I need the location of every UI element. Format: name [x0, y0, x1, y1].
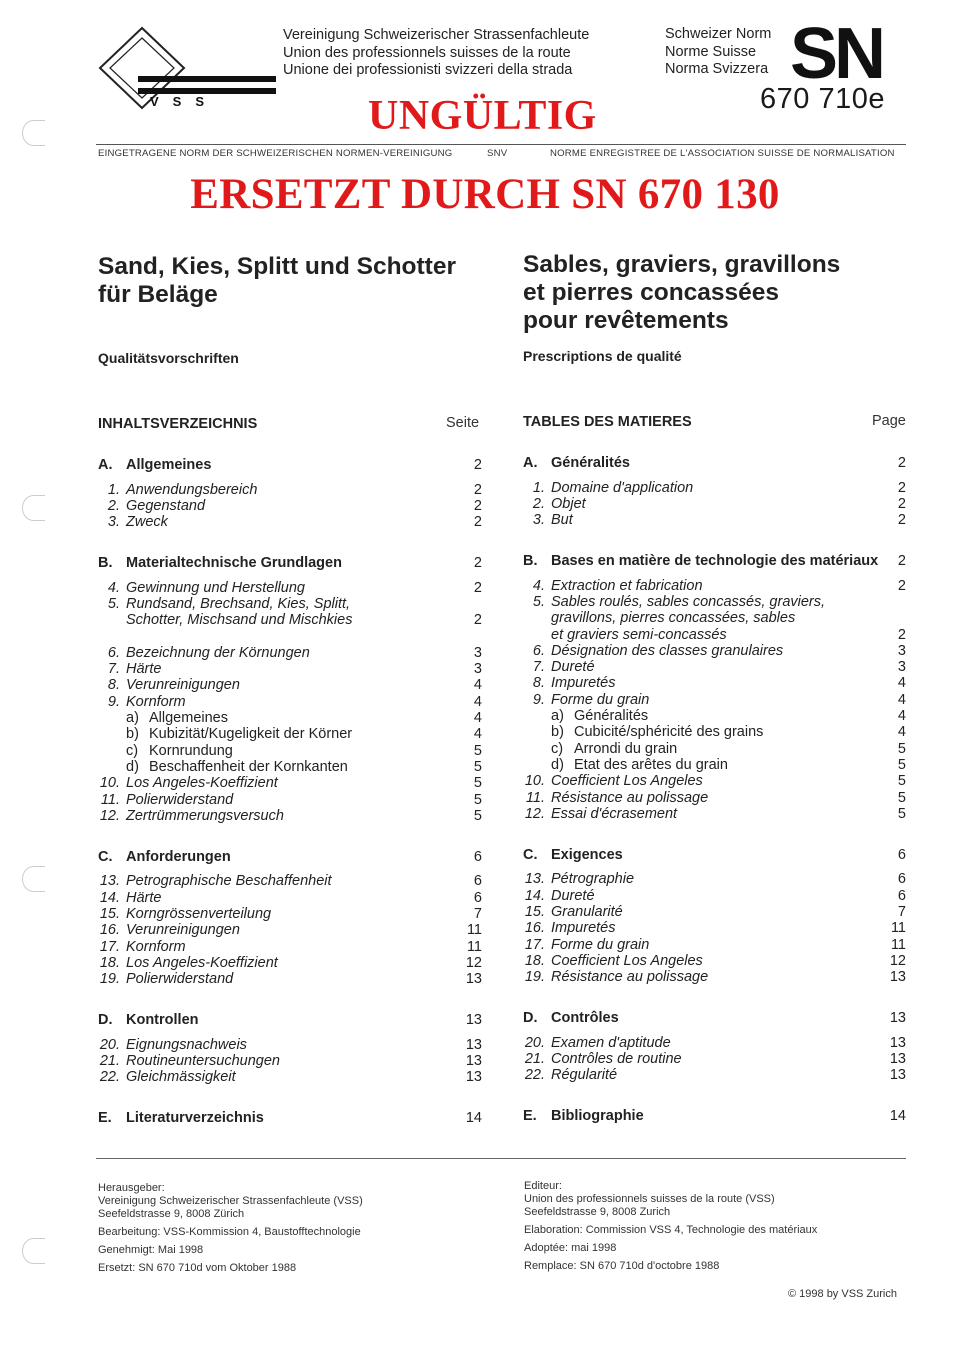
toc-subitem-title: Etat des arêtes du grain: [574, 756, 728, 773]
toc-item-title: Härte: [126, 661, 162, 678]
org-line-fr: Union des professionnels suisses de la route: [283, 44, 571, 61]
toc-page-number: 4: [473, 677, 482, 694]
toc-item-title: Routineuntersuchungen: [126, 1052, 280, 1069]
footer-fr-line: Union des professionnels suisses de la route (VSS): [524, 1193, 775, 1205]
toc-item-number: 11.: [525, 789, 545, 806]
toc-item-number: 2.: [532, 495, 545, 512]
toc-page-number: 4: [897, 675, 906, 692]
toc-page-number: 2: [897, 495, 906, 512]
toc-page-number: 12: [465, 954, 482, 971]
toc-section-number: C.: [523, 846, 538, 863]
toc-item-number: 4.: [107, 579, 120, 596]
binder-hole: [22, 1238, 45, 1264]
toc-subitem-letter: b): [551, 724, 564, 741]
toc-item-number: 12.: [99, 807, 120, 824]
toc-item-title: But: [551, 512, 573, 529]
toc-item-title: Pétrographie: [551, 871, 635, 888]
toc-page-number: 3: [473, 644, 482, 661]
toc-item-number: 5.: [532, 593, 545, 610]
toc-subitem-title: Généralités: [574, 708, 649, 724]
toc-page-number: 2: [897, 512, 906, 529]
toc-page-number: 4: [473, 726, 482, 743]
toc-item-number: 16.: [99, 922, 120, 939]
subtitle-de: Qualitätsvorschriften: [98, 350, 239, 366]
toc-page-number: 2: [897, 577, 906, 594]
footer-de-line: Ersetzt: SN 670 710d vom Oktober 1988: [98, 1262, 297, 1274]
toc-item-title: Anwendungsbereich: [126, 481, 258, 498]
sn-mark-text: SN: [790, 24, 883, 82]
toc-page-number: 11: [466, 938, 482, 955]
title-fr-line: Sables, graviers, gravillons: [523, 251, 841, 278]
replaced-by-stamp: ERSETZT DURCH SN 670 130: [190, 171, 780, 218]
toc-item-number: 17.: [99, 938, 120, 955]
norm-number: 670 710e: [760, 83, 885, 115]
title-fr: [523, 251, 840, 335]
toc-item-number: 10.: [524, 773, 545, 790]
toc-page-number: 5: [473, 775, 482, 792]
toc-page-number: 2: [473, 555, 482, 572]
toc-item-title: Gewinnung und Herstellung: [126, 579, 305, 596]
toc-subitem-letter: c): [551, 740, 564, 757]
toc-item-number: 10.: [99, 775, 120, 792]
toc-item-title: Essai d'écrasement: [551, 805, 678, 822]
footer-de-line: Seefeldstrasse 9, 8008 Zürich: [98, 1208, 245, 1220]
toc-page-number: 3: [897, 659, 906, 676]
norm-labels: [665, 26, 771, 79]
toc-item-title: Granularité: [551, 903, 623, 920]
toc-item-title: Examen d'aptitude: [551, 1034, 671, 1051]
toc-item-title: Coefficient Los Angeles: [551, 773, 703, 790]
toc-page-number: 6: [897, 846, 906, 863]
toc-section-number: E.: [98, 1110, 112, 1127]
toc-item-title: Eignungsnachweis: [126, 1036, 247, 1053]
registered-norm-de: EINGETRAGENE NORM DER SCHWEIZERISCHEN NORMEN-VEREINIGUNG: [98, 148, 453, 159]
toc-item-number: 13.: [99, 873, 120, 890]
binder-hole: [22, 495, 45, 521]
toc-page-number: 2: [897, 479, 906, 496]
toc-page-number: 5: [897, 789, 906, 806]
toc-item-number: 20.: [524, 1034, 545, 1051]
toc-item-title: Régularité: [551, 1067, 618, 1084]
toc-section-title: Allgemeines: [126, 457, 212, 473]
toc-subitem-letter: d): [551, 756, 564, 773]
toc-item-number: 21.: [524, 1050, 545, 1067]
binder-hole: [22, 120, 45, 146]
toc-section-number: B.: [98, 555, 113, 572]
org-line-de: Vereinigung Schweizerischer Strassenfachleute: [283, 27, 590, 43]
toc-page-number: 14: [465, 1110, 482, 1127]
toc-item-title: Kornform: [126, 938, 186, 955]
toc-item-number: 9.: [532, 691, 545, 708]
toc-item-title: Impuretés: [551, 920, 616, 937]
footer-fr: [524, 1180, 817, 1273]
toc-page-number: 11: [466, 922, 482, 939]
toc-item-number: 12.: [524, 805, 545, 822]
toc-item-title: Résistance au polissage: [551, 969, 709, 986]
toc-page-label-fr: Page: [872, 413, 906, 429]
toc-section-title: Généralités: [551, 455, 630, 471]
toc-section-number: B.: [523, 553, 538, 570]
toc-item-number: 7.: [532, 659, 545, 676]
sn-mark: [790, 24, 908, 82]
toc-page-number: 5: [897, 756, 906, 773]
toc-item-number: 20.: [99, 1036, 120, 1053]
toc-page-number: 13: [889, 1034, 906, 1051]
toc-title-fr: TABLES DES MATIERES: [523, 414, 692, 430]
toc-page-number: 13: [465, 1052, 482, 1069]
title-fr-line: pour revêtements: [523, 307, 729, 334]
toc-item-number: 14.: [99, 889, 120, 906]
toc-page-number: 2: [473, 612, 482, 629]
toc-page-number: 13: [465, 971, 482, 988]
toc-item-number: 9.: [107, 693, 120, 710]
toc-subitem-title: Arrondi du grain: [574, 740, 678, 757]
toc-item-number: 3.: [107, 514, 120, 531]
toc-page-number: 2: [473, 514, 482, 531]
toc-section-number: A.: [523, 455, 538, 471]
toc-page-number: 3: [473, 661, 482, 678]
toc-item-number: 7.: [107, 661, 120, 678]
toc-subitem-letter: a): [551, 708, 564, 724]
toc-page-number: 13: [889, 1067, 906, 1084]
toc-page-number: 13: [889, 1050, 906, 1067]
subtitle-fr: Prescriptions de qualité: [523, 348, 682, 364]
toc-subitem-title: Cubicité/sphéricité des grains: [574, 724, 764, 741]
toc-page-number: 13: [465, 1069, 482, 1086]
toc-page-number: 2: [897, 553, 906, 570]
toc-subitem-title: Allgemeines: [149, 710, 228, 726]
footer-de: [98, 1182, 363, 1275]
toc-page-number: 4: [473, 693, 482, 710]
registered-norm-snv: SNV: [487, 148, 508, 159]
toc-page-number: 5: [897, 740, 906, 757]
toc-page-number: 11: [890, 936, 906, 953]
toc-item-title: Gleichmässigkeit: [126, 1069, 236, 1086]
toc-page-number: 5: [473, 758, 482, 775]
toc-item-title: Los Angeles-Koeffizient: [126, 954, 278, 971]
toc-item-title: Rundsand, Brechsand, Kies, Splitt,: [126, 595, 351, 612]
norm-label-it: Norma Svizzera: [665, 61, 769, 77]
toc-page-number: 13: [465, 1036, 482, 1053]
footer-divider: [96, 1158, 906, 1159]
toc-item-number: 5.: [107, 595, 120, 612]
toc-item-title: Dureté: [551, 659, 595, 676]
toc-page-number: 14: [889, 1108, 906, 1125]
toc-item-title-continued: et graviers semi-concassés: [551, 626, 727, 643]
registered-norm-fr: NORME ENREGISTREE DE L'ASSOCIATION SUISSE DE NORMALISATION: [550, 148, 895, 159]
norm-label-fr: Norme Suisse: [665, 43, 757, 60]
toc-page-number: 4: [897, 724, 906, 741]
toc-section-number: D.: [523, 1010, 538, 1027]
toc-item-title: Polierwiderstand: [126, 971, 234, 988]
copyright: © 1998 by VSS Zurich: [788, 1288, 897, 1300]
toc-section-number: D.: [98, 1012, 113, 1029]
header-divider: [96, 144, 906, 145]
toc-item-title: Extraction et fabrication: [551, 577, 703, 594]
toc-item-number: 18.: [524, 952, 545, 969]
footer-de-line: Genehmigt: Mai 1998: [98, 1244, 204, 1256]
toc-item-title: Sables roulés, sables concassés, graviers,: [551, 593, 826, 610]
toc-item-number: 19.: [524, 969, 545, 986]
toc-page-number: 2: [897, 626, 906, 643]
toc-item-title: Coefficient Los Angeles: [551, 952, 703, 969]
toc-section-title: Anforderungen: [126, 848, 231, 865]
toc-page-number: 5: [473, 791, 482, 808]
toc-item-number: 8.: [107, 677, 120, 694]
toc-subitem-title: Kubizität/Kugeligkeit der Körner: [149, 726, 353, 743]
toc-subitem-letter: b): [126, 726, 139, 743]
toc-item-number: 19.: [99, 971, 120, 988]
footer-fr-line: Adoptée: mai 1998: [524, 1242, 617, 1254]
footer-fr-line: Elaboration: Commission VSS 4, Technologie des matériaux: [524, 1224, 818, 1236]
toc-item-title-continued: Schotter, Mischsand und Mischkies: [126, 612, 353, 629]
toc-section-title: Materialtechnische Grundlagen: [126, 555, 342, 572]
toc-item-title: Los Angeles-Koeffizient: [126, 775, 278, 792]
organization-names: [283, 27, 589, 80]
toc-page-number: 4: [473, 710, 482, 726]
footer-de-line: Vereinigung Schweizerischer Strassenfachleute (VSS): [98, 1195, 363, 1207]
toc-item-number: 15.: [524, 903, 545, 920]
toc-item-number: 14.: [524, 887, 545, 904]
toc-page-number: 3: [897, 642, 906, 659]
toc-item-number: 4.: [532, 577, 545, 594]
toc-item-title: Résistance au polissage: [551, 789, 709, 806]
binder-hole: [22, 866, 45, 892]
footer-fr-line: Remplace: SN 670 710d d'octobre 1988: [524, 1260, 720, 1272]
toc-item-number: 6.: [107, 644, 120, 661]
toc-page-number: 5: [897, 773, 906, 790]
toc-item-title: Dureté: [551, 887, 595, 904]
title-fr-line: et pierres concassées: [523, 279, 780, 306]
toc-section-title: Contrôles: [551, 1010, 619, 1027]
toc-item-title: Forme du grain: [551, 691, 650, 708]
toc-page-number: 6: [897, 887, 906, 904]
toc-item-title: Verunreinigungen: [126, 922, 240, 939]
toc-item-title: Objet: [551, 495, 586, 512]
toc-section-title: Bibliographie: [551, 1108, 644, 1125]
vss-logo: [98, 26, 276, 110]
toc-item-title: Bezeichnung der Körnungen: [126, 644, 310, 661]
toc-page-number: 2: [897, 455, 906, 471]
toc-page-number: 12: [889, 952, 906, 969]
toc-page-number: 13: [889, 969, 906, 986]
toc-section-title: Exigences: [551, 846, 623, 863]
toc-item-number: 1.: [107, 481, 120, 498]
toc-item-title: Forme du grain: [551, 936, 650, 953]
toc-page-number: 6: [473, 873, 482, 890]
toc-subitem-letter: c): [126, 742, 139, 759]
toc-page-number: 5: [897, 805, 906, 822]
toc-subitem-title: Kornrundung: [149, 742, 233, 759]
toc-item-number: 2.: [107, 497, 120, 514]
toc-item-title: Impuretés: [551, 675, 616, 692]
toc-page-number: 2: [473, 579, 482, 596]
toc-page-number: 7: [897, 903, 906, 920]
logo-text: VSS: [150, 94, 219, 109]
title-de-line: für Beläge: [98, 281, 218, 308]
toc-page-number: 5: [473, 742, 482, 759]
org-line-it: Unione dei professionisti svizzeri della strada: [283, 62, 573, 78]
toc-item-title: Contrôles de routine: [551, 1050, 682, 1067]
toc-page-number: 4: [897, 708, 906, 724]
toc-subitem-letter: d): [126, 758, 139, 775]
toc-page-number: 6: [897, 871, 906, 888]
toc-section-title: Literaturverzeichnis: [126, 1110, 264, 1127]
toc-item-title: Désignation des classes granulaires: [551, 642, 784, 659]
toc-page-number: 6: [473, 889, 482, 906]
norm-label-de: Schweizer Norm: [665, 26, 772, 42]
toc-item-title: Härte: [126, 889, 162, 906]
toc-section-title: Bases en matière de technologie des matériaux: [551, 553, 879, 570]
toc-page-number: 5: [473, 807, 482, 824]
toc-section-number: A.: [98, 457, 113, 473]
toc-item-title: Domaine d'application: [551, 479, 694, 496]
toc-item-number: 22.: [99, 1069, 120, 1086]
toc-item-number: 18.: [99, 954, 120, 971]
toc-page-number: 2: [473, 481, 482, 498]
toc-item-number: 17.: [524, 936, 545, 953]
toc-item-title: Zertrümmerungsversuch: [126, 807, 284, 824]
toc-item-number: 6.: [532, 642, 545, 659]
toc-page-number: 2: [473, 497, 482, 514]
footer-fr-line: Seefeldstrasse 9, 8008 Zurich: [524, 1206, 671, 1218]
toc-item-number: 11.: [100, 791, 120, 808]
toc-item-title: Gegenstand: [126, 497, 206, 514]
toc-page-number: 4: [897, 691, 906, 708]
toc-item-title: Petrographische Beschaffenheit: [126, 873, 332, 890]
toc-page-number: 6: [473, 848, 482, 865]
toc-item-title: Zweck: [126, 514, 168, 531]
toc-page-number: 7: [473, 905, 482, 922]
toc-item-title: Kornform: [126, 693, 186, 710]
toc-section-number: C.: [98, 848, 113, 865]
invalid-stamp: UNGÜLTIG: [368, 93, 597, 139]
toc-item-number: 16.: [524, 920, 545, 937]
toc-item-title: Polierwiderstand: [126, 791, 234, 808]
toc-item-title-continued: gravillons, pierres concassées, sables: [551, 610, 796, 627]
toc-item-number: 13.: [524, 871, 545, 888]
toc-section-number: E.: [523, 1108, 537, 1125]
toc-item-number: 21.: [99, 1052, 120, 1069]
toc-item-number: 1.: [532, 479, 545, 496]
toc-page-number: 13: [465, 1012, 482, 1029]
toc-item-number: 15.: [99, 905, 120, 922]
toc-page-number: 11: [890, 920, 906, 937]
title-de-line: Sand, Kies, Splitt und Schotter: [98, 253, 457, 280]
toc-section-title: Kontrollen: [126, 1012, 199, 1029]
toc-subitem-letter: a): [126, 710, 139, 726]
footer-fr-line: Editeur:: [524, 1180, 562, 1192]
toc-page-label-de: Seite: [446, 415, 480, 431]
toc-item-number: 3.: [532, 512, 545, 529]
footer-de-line: Bearbeitung: VSS-Kommission 4, Baustofftechnologie: [98, 1226, 361, 1238]
toc-subitem-title: Beschaffenheit der Kornkanten: [149, 758, 348, 775]
toc-item-title: Korngrössenverteilung: [126, 905, 272, 922]
title-de: [98, 253, 456, 309]
toc-title-de: INHALTSVERZEICHNIS: [98, 416, 258, 432]
toc-page-number: 13: [889, 1010, 906, 1027]
footer-de-line: Herausgeber:: [98, 1182, 165, 1194]
toc-item-number: 22.: [524, 1067, 545, 1084]
toc-item-title: Verunreinigungen: [126, 677, 240, 694]
toc-item-number: 8.: [532, 675, 545, 692]
toc-page-number: 2: [473, 457, 482, 473]
